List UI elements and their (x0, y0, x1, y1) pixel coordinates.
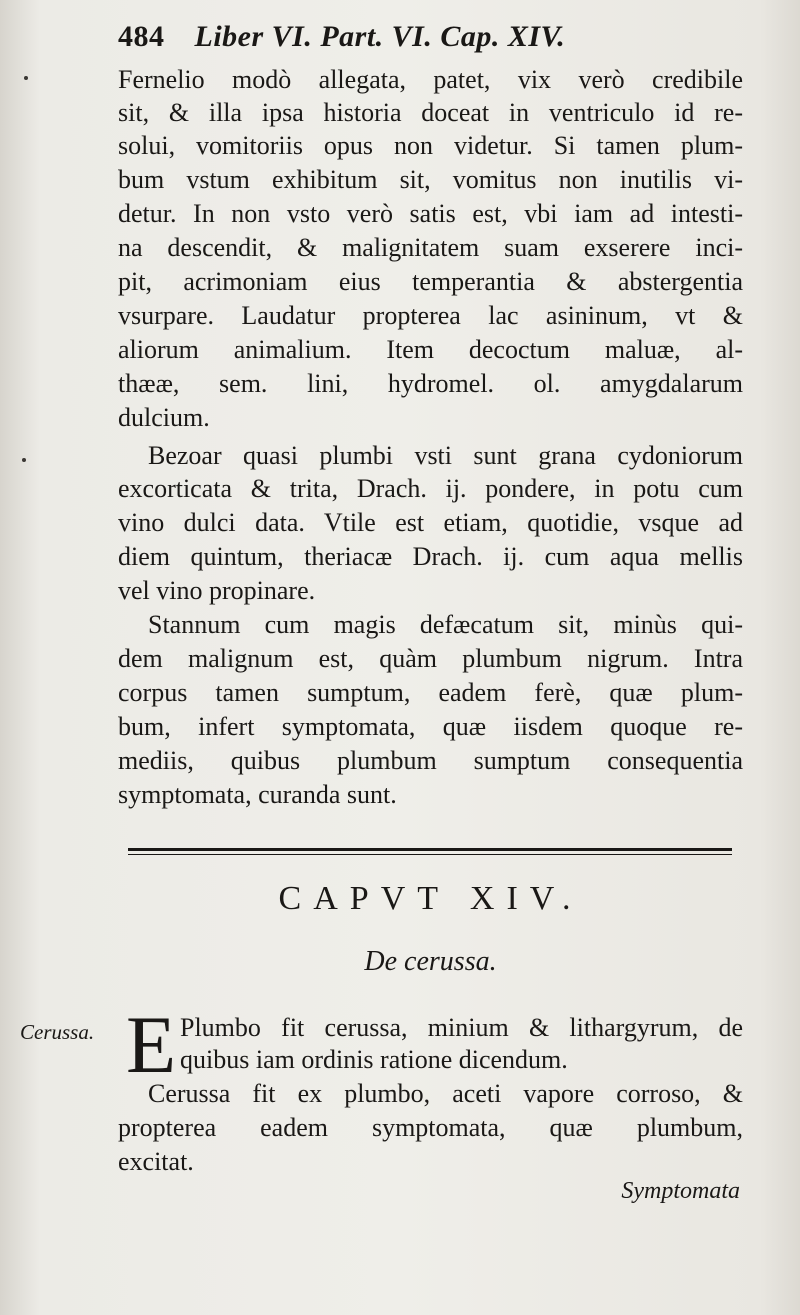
text-line: aliorum animalium. Item decoctum maluæ, al- (118, 335, 743, 364)
text-line: dulcium. (118, 403, 210, 432)
text-line: excorticata & trita, Drach. ij. pondere, in potu cum (118, 474, 743, 503)
text-line: vsurpare. Laudatur propterea lac asininum, vt & (118, 301, 743, 330)
text-line: thææ, sem. lini, hydromel. ol. amygdalarum (118, 369, 743, 398)
section-rule (128, 848, 732, 851)
text-line: mediis, quibus plumbum sumptum consequentia (118, 746, 743, 775)
section-rule (128, 854, 732, 855)
text-line: Plumbo fit cerussa, minium & lithargyrum, de (180, 1013, 743, 1042)
text-line: Stannum cum magis defæcatum sit, minùs qui- (148, 610, 743, 639)
text-line: Fernelio modò allegata, patet, vix verò credibile (118, 65, 743, 94)
text-line: propterea eadem symptomata, quæ plumbum, (118, 1113, 743, 1142)
running-header (118, 20, 678, 54)
margin-note: Cerussa. (20, 1020, 95, 1044)
text-line: sit, & illa ipsa historia doceat in ventriculo id re- (118, 98, 743, 127)
drop-cap: E (126, 999, 177, 1090)
catchword: Symptomata (621, 1178, 740, 1204)
text-line: quibus iam ordinis ratione dicendum. (180, 1045, 568, 1074)
page-number: 484 (118, 20, 165, 53)
text-line: symptomata, curanda sunt. (118, 780, 397, 809)
text-line: bum vstum exhibitum sit, vomitus non inutilis vi- (118, 165, 743, 194)
text-line: vel vino propinare. (118, 576, 316, 605)
margin-speck (24, 76, 28, 80)
text-line: diem quintum, theriacæ Drach. ij. cum aqua mellis (118, 542, 743, 571)
text-line: solui, vomitoriis opus non videtur. Si tamen plum- (118, 131, 743, 160)
chapter-subtitle: De cerussa. (364, 946, 497, 977)
text-line: bum, infert symptomata, quæ iisdem quoque re- (118, 712, 743, 741)
running-title: Liber VI. Part. VI. Cap. XIV. (194, 20, 566, 53)
text-line: pit, acrimoniam eius temperantia & abstergentia (118, 267, 743, 296)
text-line: Cerussa fit ex plumbo, aceti vapore corroso, & (148, 1079, 743, 1108)
margin-speck (22, 458, 26, 462)
chapter-heading: CAPVT XIV. (278, 880, 583, 917)
text-line: dem malignum est, quàm plumbum nigrum. Intra (118, 644, 743, 673)
text-line: detur. In non vsto verò satis est, vbi iam ad intesti- (118, 199, 743, 228)
text-line: corpus tamen sumptum, eadem ferè, quæ plum- (118, 678, 743, 707)
text-line: vino dulci data. Vtile est etiam, quotidie, vsque ad (118, 508, 743, 537)
text-line: na descendit, & malignitatem suam exserere inci- (118, 233, 743, 262)
text-line: excitat. (118, 1147, 194, 1176)
text-line: Bezoar quasi plumbi vsti sunt grana cydoniorum (148, 441, 743, 470)
